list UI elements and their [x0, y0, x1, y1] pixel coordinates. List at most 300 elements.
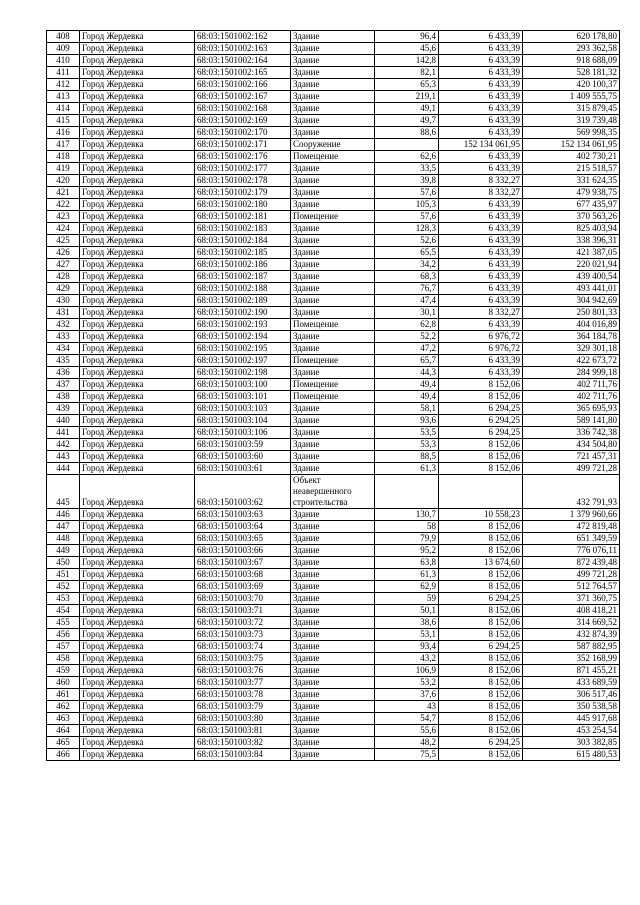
specific-value: 8 152,06 — [439, 581, 523, 593]
area-value: 58 — [375, 521, 439, 533]
locality-name: Город Жердевка — [80, 533, 195, 545]
area-value: 53,3 — [375, 439, 439, 451]
locality-name: Город Жердевка — [80, 175, 195, 187]
object-type: Здание — [291, 307, 375, 319]
table-row — [47, 451, 620, 463]
cadastral-value: 293 362,58 — [523, 43, 620, 55]
cadastral-value: 872 439,48 — [523, 557, 620, 569]
specific-value: 6 976,72 — [439, 331, 523, 343]
object-type: Здание — [291, 737, 375, 749]
specific-value: 6 433,39 — [439, 127, 523, 139]
object-type: Помещение — [291, 211, 375, 223]
locality-name: Город Жердевка — [80, 127, 195, 139]
area-value: 49,4 — [375, 391, 439, 403]
locality-name: Город Жердевка — [80, 725, 195, 737]
area-value: 62,6 — [375, 151, 439, 163]
row-number: 459 — [47, 665, 80, 677]
locality-name: Город Жердевка — [80, 247, 195, 259]
area-value: 43,2 — [375, 653, 439, 665]
cadastral-number: 68:03:1501002:171 — [195, 139, 291, 151]
object-type: Здание — [291, 223, 375, 235]
table-row — [47, 247, 620, 259]
area-value: 55,6 — [375, 725, 439, 737]
row-number: 463 — [47, 713, 80, 725]
cadastral-value: 434 504,80 — [523, 439, 620, 451]
locality-name: Город Жердевка — [80, 545, 195, 557]
table-row — [47, 343, 620, 355]
locality-name: Город Жердевка — [80, 475, 195, 509]
locality-name: Город Жердевка — [80, 653, 195, 665]
area-value: 65,5 — [375, 247, 439, 259]
cadastral-value: 620 178,80 — [523, 31, 620, 43]
locality-name: Город Жердевка — [80, 199, 195, 211]
cadastral-value: 215 518,57 — [523, 163, 620, 175]
cadastral-number: 68:03:1501003:80 — [195, 713, 291, 725]
table-row — [47, 593, 620, 605]
cadastral-number: 68:03:1501002:184 — [195, 235, 291, 247]
table-row — [47, 415, 620, 427]
row-number: 456 — [47, 629, 80, 641]
table-row — [47, 283, 620, 295]
locality-name: Город Жердевка — [80, 223, 195, 235]
object-type: Помещение — [291, 151, 375, 163]
table-row — [47, 581, 620, 593]
specific-value: 6 433,39 — [439, 31, 523, 43]
specific-value: 6 433,39 — [439, 367, 523, 379]
specific-value — [439, 475, 523, 509]
table-row — [47, 617, 620, 629]
cadastral-number: 68:03:1501002:168 — [195, 103, 291, 115]
area-value: 57,6 — [375, 187, 439, 199]
table-body — [47, 31, 620, 761]
cadastral-number: 68:03:1501003:64 — [195, 521, 291, 533]
cadastral-number: 68:03:1501002:183 — [195, 223, 291, 235]
row-number: 431 — [47, 307, 80, 319]
row-number: 409 — [47, 43, 80, 55]
table-row — [47, 427, 620, 439]
cadastral-value: 499 721,28 — [523, 569, 620, 581]
table-row — [47, 139, 620, 151]
specific-value: 8 152,06 — [439, 725, 523, 737]
row-number: 447 — [47, 521, 80, 533]
cadastral-value: 587 882,95 — [523, 641, 620, 653]
locality-name: Город Жердевка — [80, 235, 195, 247]
table-row — [47, 701, 620, 713]
row-number: 427 — [47, 259, 80, 271]
locality-name: Город Жердевка — [80, 271, 195, 283]
cadastral-number: 68:03:1501003:103 — [195, 403, 291, 415]
area-value: 38,6 — [375, 617, 439, 629]
row-number: 433 — [47, 331, 80, 343]
locality-name: Город Жердевка — [80, 187, 195, 199]
table-row — [47, 79, 620, 91]
object-type: Здание — [291, 343, 375, 355]
cadastral-number: 68:03:1501002:197 — [195, 355, 291, 367]
area-value: 142,8 — [375, 55, 439, 67]
cadastral-number: 68:03:1501003:65 — [195, 533, 291, 545]
area-value: 82,1 — [375, 67, 439, 79]
table-row — [47, 319, 620, 331]
cadastral-value: 432 874,39 — [523, 629, 620, 641]
cadastral-number: 68:03:1501003:68 — [195, 569, 291, 581]
row-number: 462 — [47, 701, 80, 713]
locality-name: Город Жердевка — [80, 343, 195, 355]
object-type: Здание — [291, 79, 375, 91]
row-number: 419 — [47, 163, 80, 175]
object-type: Здание — [291, 713, 375, 725]
object-type: Здание — [291, 439, 375, 451]
area-value: 68,3 — [375, 271, 439, 283]
specific-value: 6 433,39 — [439, 247, 523, 259]
specific-value: 152 134 061,95 — [439, 139, 523, 151]
table-row — [47, 749, 620, 761]
table-row — [47, 199, 620, 211]
locality-name: Город Жердевка — [80, 55, 195, 67]
object-type: Здание — [291, 653, 375, 665]
row-number: 460 — [47, 677, 80, 689]
cadastral-number: 68:03:1501002:187 — [195, 271, 291, 283]
area-value: 52,6 — [375, 235, 439, 247]
area-value: 59 — [375, 593, 439, 605]
row-number: 432 — [47, 319, 80, 331]
locality-name: Город Жердевка — [80, 115, 195, 127]
cadastral-value: 306 517,46 — [523, 689, 620, 701]
locality-name: Город Жердевка — [80, 67, 195, 79]
locality-name: Город Жердевка — [80, 641, 195, 653]
locality-name: Город Жердевка — [80, 295, 195, 307]
specific-value: 8 152,06 — [439, 545, 523, 557]
area-value: 62,8 — [375, 319, 439, 331]
area-value: 58,1 — [375, 403, 439, 415]
table-row — [47, 175, 620, 187]
cadastral-value: 304 942,69 — [523, 295, 620, 307]
row-number: 426 — [47, 247, 80, 259]
cadastral-value: 445 917,68 — [523, 713, 620, 725]
cadastral-number: 68:03:1501003:78 — [195, 689, 291, 701]
row-number: 455 — [47, 617, 80, 629]
cadastral-value: 152 134 061,95 — [523, 139, 620, 151]
table-row — [47, 91, 620, 103]
specific-value: 8 152,06 — [439, 629, 523, 641]
cadastral-value: 402 711,76 — [523, 379, 620, 391]
specific-value: 8 152,06 — [439, 749, 523, 761]
area-value: 49,7 — [375, 115, 439, 127]
cadastral-number: 68:03:1501002:180 — [195, 199, 291, 211]
area-value: 37,6 — [375, 689, 439, 701]
row-number: 425 — [47, 235, 80, 247]
specific-value: 8 152,06 — [439, 701, 523, 713]
object-type: Здание — [291, 521, 375, 533]
object-type: Здание — [291, 235, 375, 247]
area-value: 76,7 — [375, 283, 439, 295]
row-number: 416 — [47, 127, 80, 139]
row-number: 448 — [47, 533, 80, 545]
cadastral-value: 250 801,33 — [523, 307, 620, 319]
locality-name: Город Жердевка — [80, 701, 195, 713]
table-row — [47, 629, 620, 641]
cadastral-number: 68:03:1501002:194 — [195, 331, 291, 343]
table-row — [47, 403, 620, 415]
row-number: 435 — [47, 355, 80, 367]
cadastral-value: 432 791,93 — [523, 475, 620, 509]
cadastral-number: 68:03:1501003:100 — [195, 379, 291, 391]
table-row — [47, 713, 620, 725]
cadastral-number: 68:03:1501002:178 — [195, 175, 291, 187]
cadastral-value: 220 021,94 — [523, 259, 620, 271]
locality-name: Город Жердевка — [80, 151, 195, 163]
cadastral-value: 422 673,72 — [523, 355, 620, 367]
area-value: 61,3 — [375, 463, 439, 475]
locality-name: Город Жердевка — [80, 391, 195, 403]
cadastral-value: 329 301,18 — [523, 343, 620, 355]
cadastral-value: 370 563,26 — [523, 211, 620, 223]
area-value — [375, 475, 439, 509]
table-row — [47, 163, 620, 175]
specific-value: 6 294,25 — [439, 641, 523, 653]
area-value: 49,4 — [375, 379, 439, 391]
area-value: 75,5 — [375, 749, 439, 761]
cadastral-value: 352 168,99 — [523, 653, 620, 665]
row-number: 418 — [47, 151, 80, 163]
cadastral-number: 68:03:1501003:104 — [195, 415, 291, 427]
table-row — [47, 677, 620, 689]
cadastral-number: 68:03:1501003:70 — [195, 593, 291, 605]
object-type: Здание — [291, 689, 375, 701]
cadastral-value-table — [46, 30, 620, 761]
locality-name: Город Жердевка — [80, 139, 195, 151]
specific-value: 6 433,39 — [439, 211, 523, 223]
object-type: Здание — [291, 175, 375, 187]
object-type: Помещение — [291, 379, 375, 391]
object-type: Здание — [291, 617, 375, 629]
table-row — [47, 295, 620, 307]
specific-value: 8 152,06 — [439, 617, 523, 629]
cadastral-value: 408 418,21 — [523, 605, 620, 617]
row-number: 451 — [47, 569, 80, 581]
locality-name: Город Жердевка — [80, 749, 195, 761]
row-number: 449 — [47, 545, 80, 557]
row-number: 408 — [47, 31, 80, 43]
table-row — [47, 737, 620, 749]
cadastral-value: 453 254,54 — [523, 725, 620, 737]
specific-value: 6 433,39 — [439, 319, 523, 331]
table-row — [47, 557, 620, 569]
cadastral-value: 472 819,48 — [523, 521, 620, 533]
object-type: Здание — [291, 367, 375, 379]
cadastral-number: 68:03:1501002:176 — [195, 151, 291, 163]
cadastral-number: 68:03:1501003:60 — [195, 451, 291, 463]
cadastral-number: 68:03:1501003:76 — [195, 665, 291, 677]
area-value: 33,5 — [375, 163, 439, 175]
table-row — [47, 127, 620, 139]
specific-value: 6 294,25 — [439, 415, 523, 427]
locality-name: Город Жердевка — [80, 605, 195, 617]
cadastral-number: 68:03:1501002:166 — [195, 79, 291, 91]
row-number: 440 — [47, 415, 80, 427]
cadastral-number: 68:03:1501002:179 — [195, 187, 291, 199]
cadastral-number: 68:03:1501003:63 — [195, 509, 291, 521]
object-type: Здание — [291, 187, 375, 199]
table-row — [47, 665, 620, 677]
table-row — [47, 521, 620, 533]
object-type: Помещение — [291, 319, 375, 331]
locality-name: Город Жердевка — [80, 379, 195, 391]
area-value: 130,7 — [375, 509, 439, 521]
row-number: 457 — [47, 641, 80, 653]
table-row — [47, 379, 620, 391]
object-type: Здание — [291, 463, 375, 475]
area-value: 96,4 — [375, 31, 439, 43]
object-type: Здание — [291, 641, 375, 653]
specific-value: 8 152,06 — [439, 463, 523, 475]
table-row — [47, 533, 620, 545]
area-value: 52,2 — [375, 331, 439, 343]
specific-value: 8 332,27 — [439, 187, 523, 199]
table-row — [47, 689, 620, 701]
locality-name: Город Жердевка — [80, 319, 195, 331]
cadastral-number: 68:03:1501002:163 — [195, 43, 291, 55]
table-row — [47, 103, 620, 115]
area-value: 61,3 — [375, 569, 439, 581]
specific-value: 6 433,39 — [439, 355, 523, 367]
object-type: Здание — [291, 115, 375, 127]
specific-value: 6 433,39 — [439, 235, 523, 247]
row-number: 429 — [47, 283, 80, 295]
specific-value: 8 152,06 — [439, 665, 523, 677]
object-type: Здание — [291, 605, 375, 617]
table-row — [47, 463, 620, 475]
area-value: 47,2 — [375, 343, 439, 355]
object-type: Здание — [291, 295, 375, 307]
locality-name: Город Жердевка — [80, 355, 195, 367]
area-value: 53,2 — [375, 677, 439, 689]
cadastral-value: 918 688,09 — [523, 55, 620, 67]
locality-name: Город Жердевка — [80, 43, 195, 55]
table-row — [47, 307, 620, 319]
specific-value: 6 433,39 — [439, 79, 523, 91]
object-type: Здание — [291, 259, 375, 271]
locality-name: Город Жердевка — [80, 557, 195, 569]
row-number: 441 — [47, 427, 80, 439]
specific-value: 6 433,39 — [439, 103, 523, 115]
area-value: 93,4 — [375, 641, 439, 653]
object-type: Объект неавершенного строительства — [291, 475, 375, 509]
object-type: Здание — [291, 545, 375, 557]
cadastral-value: 439 400,54 — [523, 271, 620, 283]
cadastral-number: 68:03:1501002:185 — [195, 247, 291, 259]
object-type: Здание — [291, 199, 375, 211]
object-type: Помещение — [291, 391, 375, 403]
object-type: Здание — [291, 701, 375, 713]
cadastral-number: 68:03:1501002:167 — [195, 91, 291, 103]
specific-value: 6 433,39 — [439, 271, 523, 283]
object-type: Здание — [291, 247, 375, 259]
cadastral-value: 404 016,89 — [523, 319, 620, 331]
table-row — [47, 605, 620, 617]
object-type: Здание — [291, 163, 375, 175]
row-number: 450 — [47, 557, 80, 569]
cadastral-number: 68:03:1501003:74 — [195, 641, 291, 653]
area-value: 49,1 — [375, 103, 439, 115]
locality-name: Город Жердевка — [80, 103, 195, 115]
specific-value: 6 433,39 — [439, 283, 523, 295]
table-row — [47, 391, 620, 403]
cadastral-number: 68:03:1501003:62 — [195, 475, 291, 509]
cadastral-number: 68:03:1501002:164 — [195, 55, 291, 67]
cadastral-value: 433 689,59 — [523, 677, 620, 689]
specific-value: 8 152,06 — [439, 653, 523, 665]
cadastral-value: 589 141,80 — [523, 415, 620, 427]
row-number: 436 — [47, 367, 80, 379]
locality-name: Город Жердевка — [80, 569, 195, 581]
cadastral-value: 651 349,59 — [523, 533, 620, 545]
area-value: 95,2 — [375, 545, 439, 557]
object-type: Здание — [291, 127, 375, 139]
area-value: 88,6 — [375, 127, 439, 139]
object-type: Здание — [291, 415, 375, 427]
object-type: Здание — [291, 55, 375, 67]
cadastral-value: 721 457,31 — [523, 451, 620, 463]
object-type: Сооружение — [291, 139, 375, 151]
area-value: 57,6 — [375, 211, 439, 223]
cadastral-number: 68:03:1501002:190 — [195, 307, 291, 319]
row-number: 413 — [47, 91, 80, 103]
object-type: Здание — [291, 725, 375, 737]
area-value: 88,5 — [375, 451, 439, 463]
row-number: 437 — [47, 379, 80, 391]
table-row — [47, 259, 620, 271]
specific-value: 8 152,06 — [439, 451, 523, 463]
locality-name: Город Жердевка — [80, 665, 195, 677]
table-row — [47, 235, 620, 247]
specific-value: 8 152,06 — [439, 439, 523, 451]
area-value: 63,8 — [375, 557, 439, 569]
area-value: 79,9 — [375, 533, 439, 545]
table-row — [47, 151, 620, 163]
locality-name: Город Жердевка — [80, 509, 195, 521]
row-number: 464 — [47, 725, 80, 737]
locality-name: Город Жердевка — [80, 367, 195, 379]
row-number: 444 — [47, 463, 80, 475]
cadastral-value: 336 742,38 — [523, 427, 620, 439]
object-type: Здание — [291, 451, 375, 463]
area-value: 48,2 — [375, 737, 439, 749]
specific-value: 6 433,39 — [439, 295, 523, 307]
table-row — [47, 545, 620, 557]
row-number: 458 — [47, 653, 80, 665]
locality-name: Город Жердевка — [80, 307, 195, 319]
area-value: 44,3 — [375, 367, 439, 379]
object-type: Здание — [291, 665, 375, 677]
cadastral-value: 284 999,18 — [523, 367, 620, 379]
cadastral-value: 677 435,97 — [523, 199, 620, 211]
area-value: 54,7 — [375, 713, 439, 725]
table-row — [47, 271, 620, 283]
area-value: 93,6 — [375, 415, 439, 427]
area-value: 47,4 — [375, 295, 439, 307]
cadastral-number: 68:03:1501003:67 — [195, 557, 291, 569]
area-value — [375, 139, 439, 151]
cadastral-number: 68:03:1501002:169 — [195, 115, 291, 127]
row-number: 410 — [47, 55, 80, 67]
specific-value: 6 433,39 — [439, 199, 523, 211]
specific-value: 6 294,25 — [439, 427, 523, 439]
row-number: 446 — [47, 509, 80, 521]
cadastral-number: 68:03:1501003:71 — [195, 605, 291, 617]
locality-name: Город Жердевка — [80, 415, 195, 427]
locality-name: Город Жердевка — [80, 259, 195, 271]
area-value: 39,8 — [375, 175, 439, 187]
